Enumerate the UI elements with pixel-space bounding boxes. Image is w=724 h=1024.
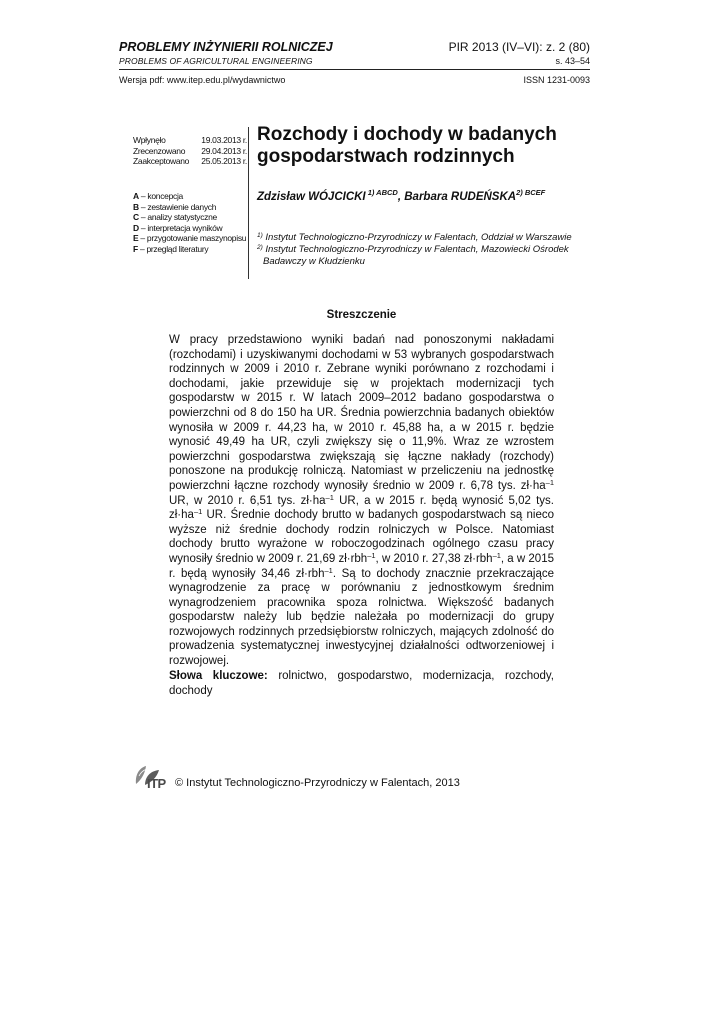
journal-title: PROBLEMY INŻYNIERII ROLNICZEJ <box>119 40 333 54</box>
article-title: Rozchody i dochody w badanych gospodarstwach rodzinnych <box>257 124 557 167</box>
contribution-legend <box>133 191 253 254</box>
contribution-item: B – zestawienie danych <box>133 201 217 212</box>
pdf-version-link[interactable]: Wersja pdf: www.itep.edu.pl/wydawnictwo <box>119 75 286 85</box>
keywords <box>169 669 554 698</box>
issn: ISSN 1231-0093 <box>523 75 590 85</box>
abstract-heading: Streszczenie <box>326 309 397 321</box>
contribution-item: A – koncepcja <box>133 191 183 201</box>
affiliation-1: $^{1)}$ Instytut Technologiczno-Przyrodniczy w Falentach, Oddział w Warszawie <box>257 232 572 243</box>
author-1: Zdzisław WÓJCICKI <box>257 191 366 203</box>
header-divider <box>119 69 590 70</box>
page-range: s. 43–54 <box>555 56 590 66</box>
copyright-footer <box>133 764 460 790</box>
contribution-item: C – analizy statystyczne <box>133 212 217 222</box>
itp-logo <box>133 764 173 790</box>
date-value: 29.04.2013 r. <box>201 145 247 156</box>
date-reviewed <box>133 146 247 157</box>
contribution-item: E – przygotowanie maszynopisu <box>133 233 247 243</box>
journal-subtitle: PROBLEMS OF AGRICULTURAL ENGINEERING <box>119 56 313 66</box>
authors: Zdzisław WÓJCICKI $^{1) ABCD}$, Barbara $RUDEŃSKA^{2) BCEF}$ <box>257 188 546 203</box>
affiliations <box>257 232 592 268</box>
copyright-text: © Instytut Technologiczno-Przyrodniczy w Falentach, 2013 <box>175 777 460 789</box>
author-2: Barbara RUDEŃSKA <box>404 191 517 203</box>
contribution-item: D – interpretacja wyników <box>133 222 223 233</box>
keywords-label: Słowa kluczowe: <box>169 670 268 682</box>
keywords-list: rolnictwo, gospodarstwo, modernizacja, rozchody, dochody <box>169 670 554 697</box>
issue-info: PIR 2013 (IV–VI): z. 2 (80) <box>448 40 590 54</box>
date-label: Zrecenzowano <box>133 145 186 156</box>
logo-text: ITP <box>147 776 166 791</box>
date-value: 25.05.2013 r. <box>201 156 247 166</box>
affiliation-2: $^{2)}$ Instytut Technologiczno-Przyrodniczy w Falentach, Mazowiecki Ośrodek <box>257 244 569 255</box>
affiliation-2-cont: Badawczy w Kłudzienku <box>263 256 365 267</box>
author-1-marks: 1) ABCD <box>365 188 398 197</box>
date-accepted <box>133 156 247 167</box>
date-value: 19.03.2013 r. <box>201 135 247 145</box>
abstract-text: W pracy przedstawiono wyniki badań nad ponoszonymi nakładami (rozchodami) i uzyskiwanymi dochodami w 53 wybranych gospodarstwach rodzinnych w 2009 i 2010 r. Zebrane wyniki porównano z rozchodami i dochodami, jakie przewiduje się w projektach modernizacji tych gospodarstw w 2015 r. W latach 2009–2012 badano gospodarstwa o powierzchni od 8 do 150 ha UR. Średnia powierzchnia badanych obiektów wynosiła w 2009 r. 44,23 ha, w 2010 r. 45,88 ha, a w 2015 r. będzie wynosić 49,49 ha UR, czyli zwiększy się o 11,9%. Wraz ze wzrostem powierzchni gospodarstwa zwiększają się łączne nakłady (rozchody) ponoszone na produkcję rolniczą. Natomiast w przeliczeniu na jednostkę powierzchni łączne rozchody wynosiły średnio w 2009 r. 6,78 tys. $zł\cdot ha^{-1}$ UR, w 2010 r. 6,51 tys. $zł\cdot ha^{-1}$ UR, a w 2015 r. będą wynosić 5,02 tys. $zł\cdot ha^{-1}$ UR. Średnie dochody brutto w badanych gospodarstwach są nieco wyższe niż średnie dochody rodzin rolniczych w Polsce. Natomiast dochody brutto wyrażone w roboczogodzinach ogólnego czasu pracy wynosiły średnio w 2009 r. 21,69 zł·rbh$^{-1}$, w 2010 r. 27,38 zł·rbh$^{-1}$, a w 2015 r. będą wynosiły 34,46 zł·rbh$^{-1}$. Są to dochody znacznie przekraczające wynagrodzenie za pracę w porównaniu z jednostkowym średnim wynagrodzeniem pracownika spoza rolnictwa. Większość badanych gospodarstw należy lub będzie należała po modernizacji do grupy rozwojowych rodzinnych przedsiębiorstw rolniczych, mających zdolność do prowadzenia systematycznej inwestycyjnej działalności odtworzeniowej i rozwojowej. <box>169 334 555 668</box>
date-label: Wpłynęło <box>133 135 166 145</box>
author-2-marks: 2) BCEF <box>516 188 546 197</box>
contribution-item: F – przegląd literatury <box>133 243 209 254</box>
date-label: Zaakceptowano <box>133 156 190 166</box>
article-dates <box>133 135 247 167</box>
date-received <box>133 135 247 146</box>
